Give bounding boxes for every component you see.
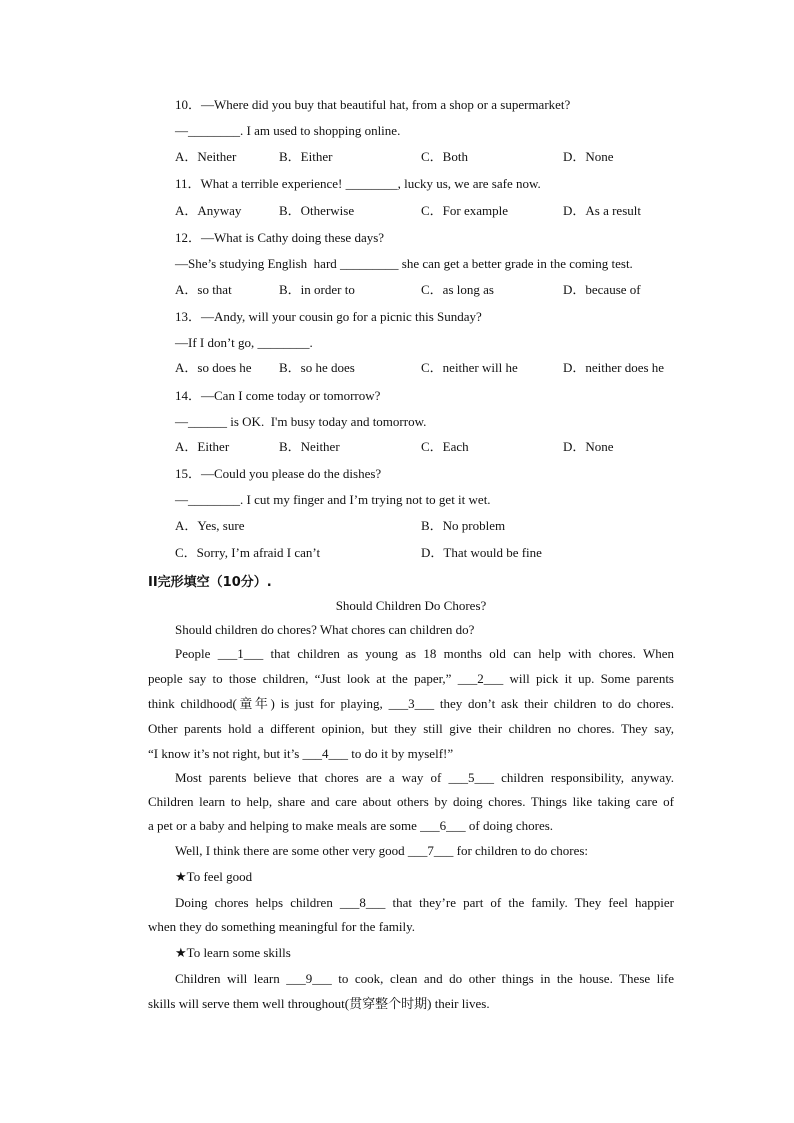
q15-reply: —________. I cut my finger and I’m trying not to get it wet.	[175, 492, 491, 507]
passage-title: Should Children Do Chores?	[335, 598, 487, 613]
q10-option-a: A．Neither	[175, 149, 237, 164]
q10-reply: —________. I am used to shopping online.	[175, 123, 401, 138]
q12-stem: 12．—What is Cathy doing these days?	[175, 230, 385, 245]
paragraph-3-line-1: Most parents believe that chores are a way of ___5___ children responsibility, anyway.	[175, 770, 674, 785]
paragraph-2-line-5: “I know it’s not right, but it’s ___4___ to do it by myself!”	[148, 746, 454, 761]
q12-option-d: D．because of	[563, 282, 641, 297]
paragraph-6-line-1: Children will learn ___9___ to cook, clean and do other things in the house. These life	[175, 971, 674, 986]
q13-reply: —If I don’t go, ________.	[175, 335, 313, 350]
paragraph-3-line-3: a pet or a baby and helping to make meals are some ___6___ of doing chores.	[148, 818, 554, 833]
paragraph-2-line-1: People ___1___ that children as young as 18 months old can help with chores. When	[175, 646, 674, 661]
paragraph-2-line-2: people say to those children, “Just look at the paper,” ___2___ will pick it up. Some parents	[148, 671, 674, 686]
paragraph-2-line-3: think childhood(童年) is just for playing, ___3___ they don’t ask their children to do chores.	[148, 696, 674, 711]
q13-option-d: D．neither does he	[563, 360, 665, 375]
q12-option-a: A．so that	[175, 282, 232, 297]
q13-option-a: A．so does he	[175, 360, 252, 375]
q12-option-c: C．as long as	[421, 282, 494, 297]
q10-option-d: D．None	[563, 149, 614, 164]
q14-option-c: C．Each	[421, 439, 469, 454]
paragraph-4: Well, I think there are some other very good ___7___ for children to do chores:	[175, 843, 589, 858]
q11-stem: 11．What a terrible experience! ________, lucky us, we are safe now.	[175, 176, 541, 191]
q14-reply: —______ is OK. I'm busy today and tomorrow.	[175, 414, 427, 429]
paragraph-2-line-4: Other parents hold a different opinion, but they still give their children no chores. They say,	[148, 721, 674, 736]
paragraph-6-line-2: skills will serve them well throughout(贯穿整个时期) their lives.	[148, 996, 490, 1011]
paragraph-intro: Should children do chores? What chores can children do?	[175, 622, 475, 637]
q15-stem: 15．—Could you please do the dishes?	[175, 466, 382, 481]
q14-option-a: A．Either	[175, 439, 230, 454]
q14-option-d: D．None	[563, 439, 614, 454]
q13-stem: 13．—Andy, will your cousin go for a picnic this Sunday?	[175, 309, 482, 324]
q11-option-c: C．For example	[421, 203, 509, 218]
q15-option-a: A．Yes, sure	[175, 518, 245, 533]
section-heading: II完形填空（10分）.	[148, 575, 272, 590]
q11-option-d: D．As a result	[563, 203, 641, 218]
q12-option-b: B．in order to	[279, 282, 355, 297]
q13-option-b: B．so he does	[279, 360, 355, 375]
subheading-feel-good: ★To feel good	[175, 869, 253, 884]
q11-option-a: A．Anyway	[175, 203, 242, 218]
q10-option-b: B．Either	[279, 149, 333, 164]
q14-stem: 14．—Can I come today or tomorrow?	[175, 388, 381, 403]
q13-option-c: C．neither will he	[421, 360, 518, 375]
paragraph-5-line-1: Doing chores helps children ___8___ that they’re part of the family. They feel happier	[175, 895, 674, 910]
paragraph-5-line-2: when they do something meaningful for the family.	[148, 919, 416, 934]
q10-stem: 10．—Where did you buy that beautiful hat, from a shop or a supermarket?	[175, 97, 571, 112]
q15-option-d: D．That would be fine	[421, 545, 542, 560]
q12-reply: —She’s studying English hard _________ she can get a better grade in the coming test.	[175, 256, 633, 271]
q11-option-b: B．Otherwise	[279, 203, 355, 218]
q15-option-b: B．No problem	[421, 518, 506, 533]
paragraph-3-line-2: Children learn to help, share and care about others by doing chores. Things like taking care of	[148, 794, 674, 809]
q14-option-b: B．Neither	[279, 439, 340, 454]
subheading-learn-skills: ★To learn some skills	[175, 945, 291, 960]
q10-option-c: C．Both	[421, 149, 468, 164]
q15-option-c: C．Sorry, I’m afraid I can’t	[175, 545, 321, 560]
